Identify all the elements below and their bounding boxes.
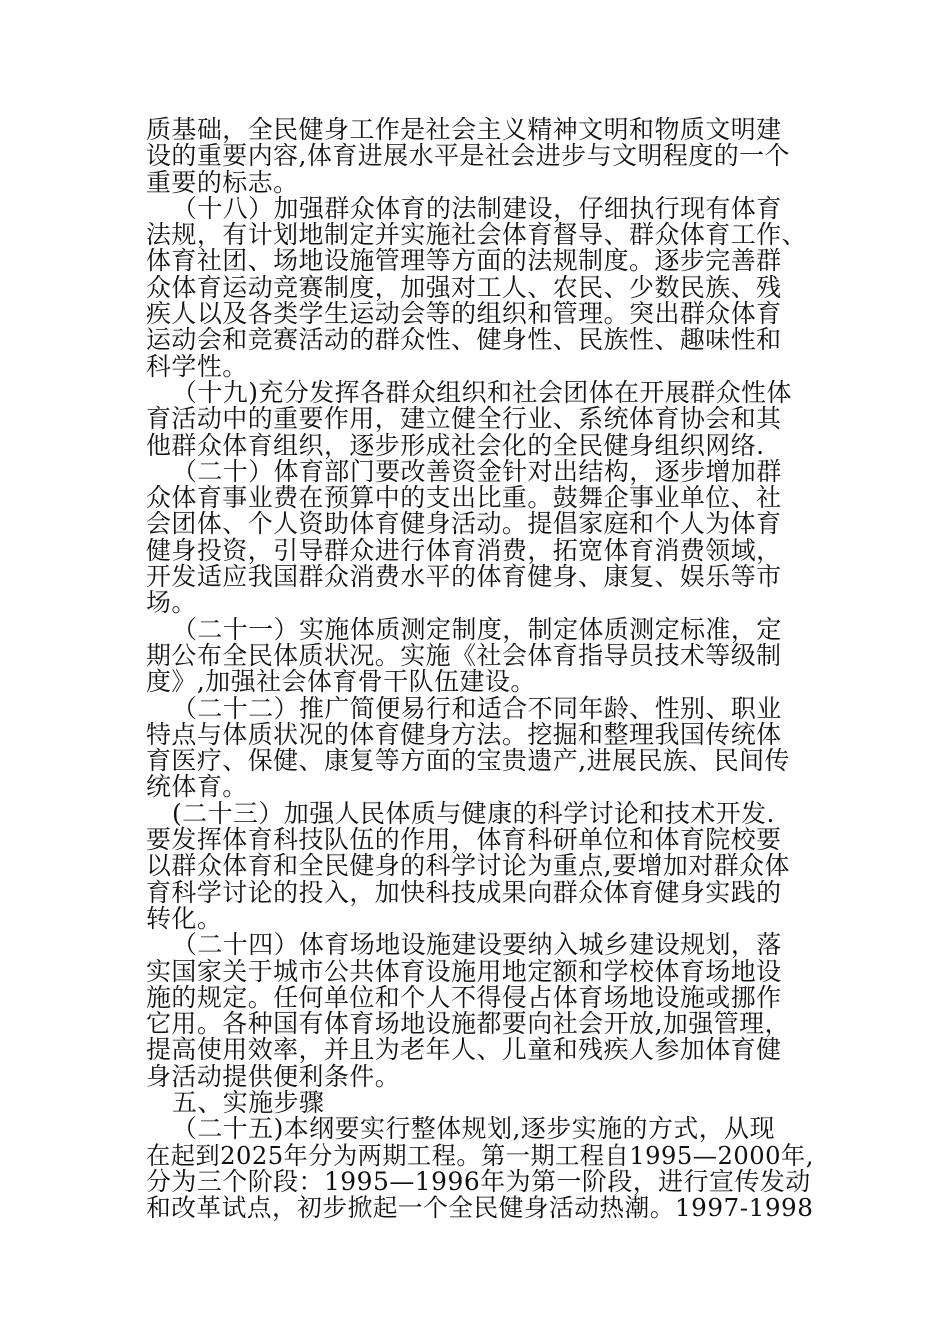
text-line: 运动会和竞赛活动的群众性、健身性、民族性、趣味性和 bbox=[146, 325, 782, 355]
text-line: 体育社团、场地设施管理等方面的法规制度。逐步完善群 bbox=[146, 246, 782, 276]
text-line: 施的规定。任何单位和个人不得侵占体育场地设施或挪作 bbox=[146, 982, 782, 1012]
text-line: (二十三）加强人民体质与健康的科学讨论和技术开发. bbox=[172, 798, 775, 828]
text-line: 分为三个阶段：1995—1996年为第一阶段，进行宣传发动 bbox=[146, 1166, 811, 1196]
text-line: 统体育。 bbox=[146, 772, 248, 802]
text-line: （十九)充分发挥各群众组织和社会团体在开展群众性体 bbox=[172, 377, 792, 407]
text-line: 它用。各种国有体育场地设施都要向社会开放,加强管理， bbox=[146, 1009, 790, 1039]
text-line: （二十）体育部门要改善资金针对出结构，逐步增加群 bbox=[172, 456, 782, 486]
text-line: 科学性。 bbox=[146, 351, 248, 381]
text-line: 育活动中的重要作用，建立健全行业、系统体育协会和其 bbox=[146, 404, 782, 434]
text-line: 育医疗、保健、康复等方面的宝贵遗产,进展民族、民间传 bbox=[146, 746, 790, 776]
text-line: 场。 bbox=[146, 588, 197, 618]
text-line: （二十四）体育场地设施建设要纳入城乡建设规划，落 bbox=[172, 930, 782, 960]
text-line: 以群众体育和全民健身的科学讨论为重点,要增加对群众体 bbox=[146, 851, 790, 881]
text-line: 特点与体质状况的体育健身方法。挖掘和整理我国传统体 bbox=[146, 719, 782, 749]
text-line: 和改革试点，初步掀起一个全民健身活动热潮。1997-1998 bbox=[146, 1193, 814, 1223]
document-body bbox=[146, 117, 816, 1221]
text-line: 会团体、个人资助体育健身活动。提倡家庭和个人为体育 bbox=[146, 509, 782, 539]
text-line: 众体育运动竞赛制度，加强对工人、农民、少数民族、残 bbox=[146, 272, 782, 302]
text-line: 设的重要内容,体育进展水平是社会进步与文明程度的一个 bbox=[146, 141, 790, 171]
text-line: 质基础，全民健身工作是社会主义精神文明和物质文明建 bbox=[146, 115, 782, 144]
text-line: 实国家关于城市公共体育设施用地定额和学校体育场地设 bbox=[146, 956, 782, 986]
text-line: （十八）加强群众体育的法制建设，仔细执行现有体育 bbox=[172, 193, 782, 223]
text-line: （二十五)本纲要实行整体规划,逐步实施的方式，从现 bbox=[172, 1114, 775, 1144]
text-line: 要发挥体育科技队伍的作用，体育科研单位和体育院校要 bbox=[146, 825, 782, 855]
text-line: 法规，有计划地制定并实施社会体育督导、群众体育工作、 bbox=[146, 220, 807, 250]
text-line: 身活动提供便利条件。 bbox=[146, 1061, 401, 1091]
text-line: 健身投资，引导群众进行体育消费，拓宽体育消费领域， bbox=[146, 535, 782, 565]
text-line: 在起到2025年分为两期工程。第一期工程自1995—2000年, bbox=[146, 1141, 814, 1170]
text-line: 疾人以及各类学生运动会等的组织和管理。突出群众体育 bbox=[146, 299, 782, 329]
text-line: 期公布全民体质状况。实施《社会体育指导员技术等级制 bbox=[146, 640, 782, 670]
text-line: （二十二）推广简便易行和适合不同年龄、性别、职业 bbox=[172, 693, 782, 723]
text-line: 重要的标志。 bbox=[146, 167, 299, 197]
text-line: 育科学讨论的投入，加快科技成果向群众体育健身实践的 bbox=[146, 877, 782, 907]
text-line: 提高使用效率，并且为老年人、儿童和残疾人参加体育健 bbox=[146, 1035, 782, 1065]
text-line: （二十一）实施体质测定制度，制定体质测定标准，定 bbox=[172, 614, 782, 644]
text-line: 度》,加强社会体育骨干队伍建设。 bbox=[146, 667, 536, 697]
text-line: 他群众体育组织，逐步形成社会化的全民健身组织网络. bbox=[146, 430, 765, 460]
text-line: 转化。 bbox=[146, 903, 223, 933]
text-line: 五、实施步骤 bbox=[172, 1087, 325, 1117]
text-line: 众体育事业费在预算中的支出比重。鼓舞企事业单位、社 bbox=[146, 483, 782, 513]
text-line: 开发适应我国群众消费水平的体育健身、康复、娱乐等市 bbox=[146, 562, 782, 592]
